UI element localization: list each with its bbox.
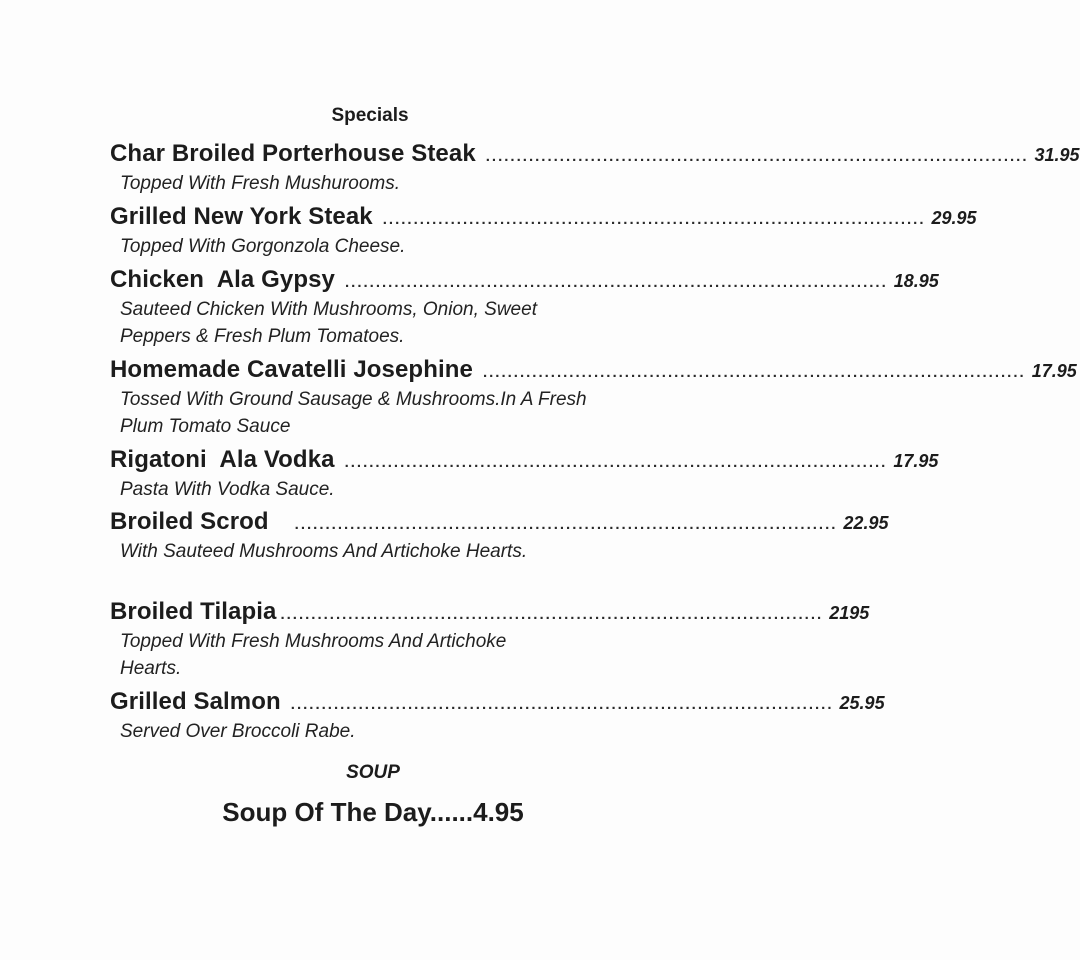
menu-item-description: Served Over Broccoli Rabe. [120, 721, 356, 742]
menu-title: Specials [331, 105, 409, 126]
dot-leader: ........................................................................................ [290, 696, 834, 713]
menu-item [110, 508, 889, 565]
menu-item-description: Sauteed Chicken With Mushrooms, Onion, Sweet Peppers & Fresh Plum Tomatoes. [120, 299, 537, 347]
menu-item [110, 140, 1080, 197]
menu-item-name: Homemade Cavatelli Josephine [110, 356, 473, 383]
menu-item-description: Tossed With Ground Sausage & Mushrooms.In A Fresh Plum Tomato Sauce [120, 389, 587, 437]
dot-leader: ........................................................................................ [485, 148, 1029, 165]
menu-item-description: Topped With Gorgonzola Cheese. [120, 236, 406, 257]
menu-item-name: Grilled New York Steak [110, 203, 373, 230]
menu-item-name: Char Broiled Porterhouse Steak [110, 140, 476, 167]
menu-item-name: Broiled Tilapia [110, 598, 277, 625]
menu-item [110, 688, 885, 745]
menu-item-name: Broiled Scrod [110, 508, 269, 535]
dot-leader: ........................................................................................ [280, 606, 824, 623]
menu-item-description: With Sauteed Mushrooms And Artichoke Hearts. [120, 541, 528, 562]
menu-item [110, 356, 1077, 440]
menu-item [110, 598, 870, 682]
menu-item [110, 446, 939, 503]
menu-item-price: 17.95 [1031, 361, 1077, 381]
menu-item [110, 266, 939, 350]
menu-item-price: 25.95 [839, 693, 885, 713]
dot-leader: ........................................................................................ [294, 516, 838, 533]
dot-leader: ........................................................................................ [345, 274, 888, 291]
dot-leader: ........................................................................................ [382, 211, 926, 228]
menu-item-price: 22.95 [843, 513, 889, 533]
menu-item [110, 203, 977, 260]
menu-item-description: Topped With Fresh Mushurooms. [120, 173, 401, 194]
menu-item-description: Topped With Fresh Mushrooms And Artichoke Hearts. [120, 631, 507, 679]
menu-item-price: 18.95 [893, 271, 939, 291]
menu-item-price: 17.95 [893, 451, 939, 471]
dot-leader: ........................................................................................ [344, 454, 888, 471]
menu-item-price: 29.95 [931, 208, 977, 228]
menu-item-price: 2195 [829, 603, 870, 623]
menu-item-description: Pasta With Vodka Sauce. [120, 479, 335, 500]
menu-item-price: 31.95 [1034, 145, 1080, 165]
menu-item-name: Grilled Salmon [110, 688, 281, 715]
menu-item-name: Chicken Ala Gypsy [110, 266, 335, 293]
dot-leader: ........................................................................................ [482, 364, 1026, 381]
menu-item-name: Rigatoni Ala Vodka [110, 446, 335, 473]
soup-heading: SOUP [346, 762, 400, 783]
soup-of-the-day: Soup Of The Day......4.95 [222, 797, 524, 827]
